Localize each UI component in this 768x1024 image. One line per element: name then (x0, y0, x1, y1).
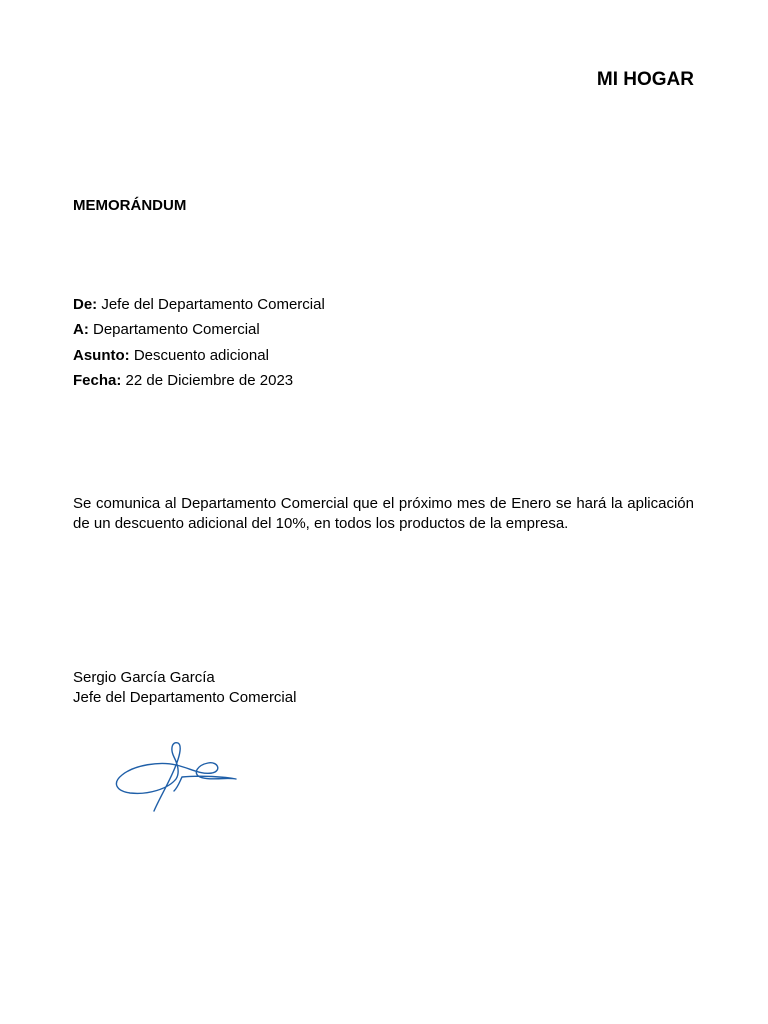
memo-fields (73, 292, 325, 393)
signature-stroke (116, 743, 236, 811)
field-from (73, 292, 325, 317)
field-to-label: A: (73, 321, 89, 339)
field-date-value: 22 de Diciembre de 2023 (125, 371, 294, 389)
field-date (73, 368, 325, 393)
signer-position: Jefe del Departamento Comercial (73, 689, 297, 706)
field-subject-label: Asunto: (73, 346, 130, 364)
field-date-label: Fecha: (73, 371, 122, 389)
signoff-block (73, 668, 296, 708)
memo-body: Se comunica al Departamento Comercial que el próximo mes de Enero se hará la aplicación de un descuento adicional del 10%, en todos los productos de la empresa. (73, 495, 694, 532)
signer-name: Sergio García García (73, 669, 215, 686)
field-from-label: De: (73, 296, 98, 313)
field-subject-value: Descuento adicional (133, 346, 269, 364)
field-to-value: Departamento Comercial (93, 321, 260, 339)
field-subject (73, 343, 325, 368)
handwritten-signature (108, 735, 244, 815)
field-from-value: Jefe del Departamento Comercial (101, 296, 325, 313)
company-name: MI HOGAR (596, 69, 694, 90)
field-to (73, 317, 325, 342)
memo-title: MEMORÁNDUM (73, 197, 187, 214)
